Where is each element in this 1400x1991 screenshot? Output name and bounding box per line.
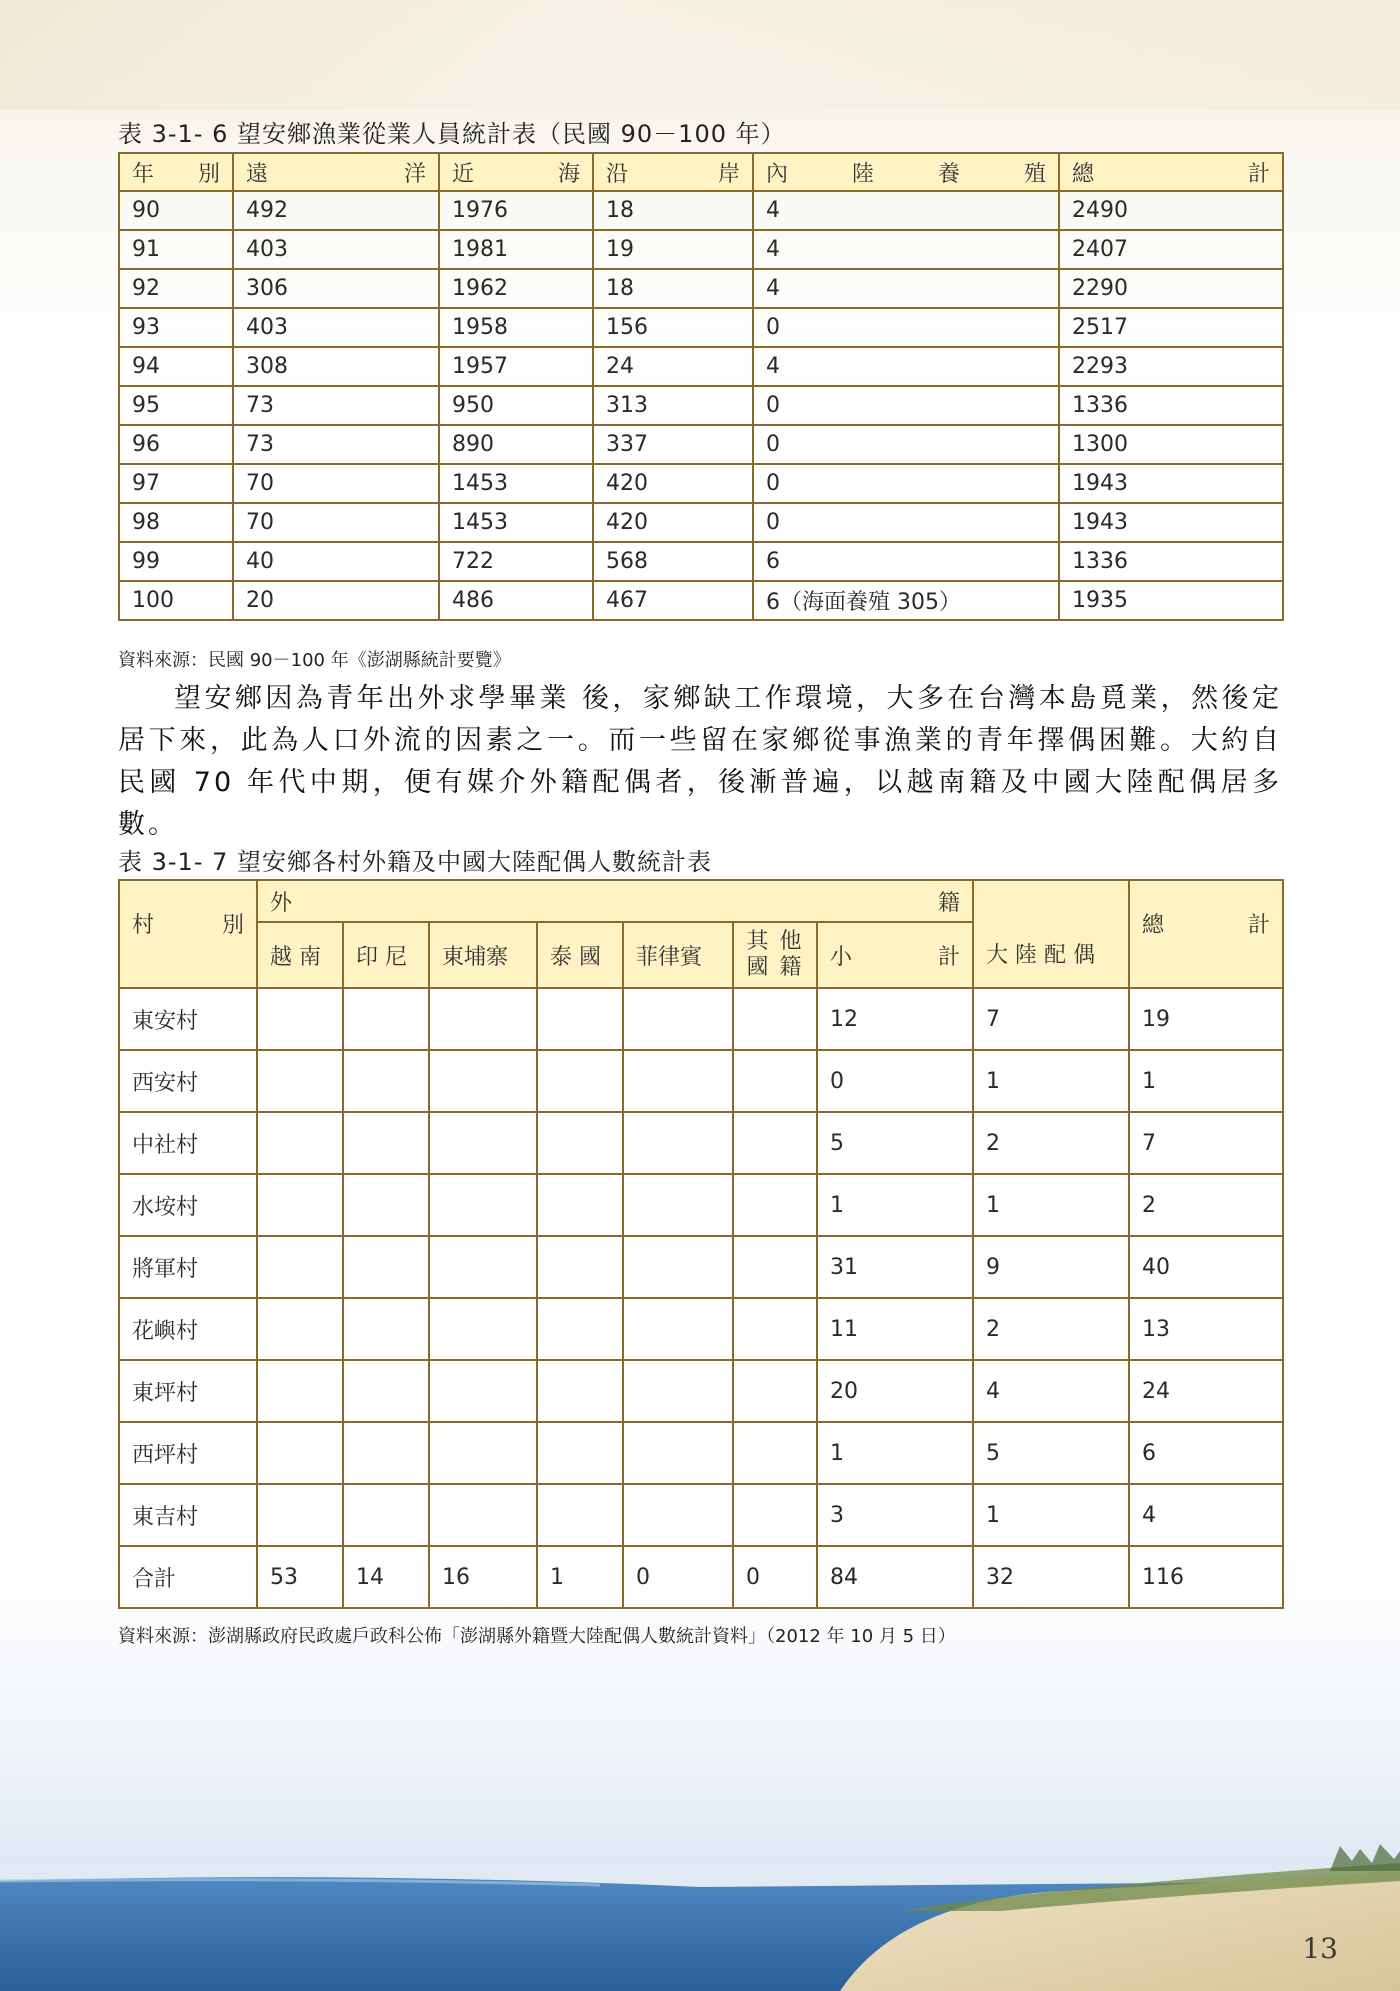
- table1-cell: 4: [753, 191, 1059, 230]
- subtotal-header-char: 小: [830, 944, 853, 970]
- body-paragraph: 望安鄉因為青年出外求學畢業 後，家鄉缺工作環境，大多在台灣本島覓業，然後定居下來，此為人口外流的因素之一。而一些留在家鄉從事漁業的青年擇偶困難。大約自民國 70 年代中期，便有媒介外籍配偶者，後漸普遍，以越南籍及中國大陸配偶居多數。: [118, 683, 1282, 840]
- table2-cell: [537, 1298, 623, 1360]
- table1-cell: 99: [119, 542, 233, 581]
- table1-cell: 18: [593, 191, 753, 230]
- table1-cell: 950: [439, 386, 593, 425]
- table1-cell: 1943: [1059, 503, 1283, 542]
- table1-cell: 24: [593, 347, 753, 386]
- village-name-cell: 花嶼村: [119, 1298, 257, 1360]
- table2-cell: 1: [1129, 1050, 1283, 1112]
- philippines-header: 菲律賓: [623, 922, 733, 988]
- table1-cell: 1962: [439, 269, 593, 308]
- table1-cell: 1958: [439, 308, 593, 347]
- table1-cell: 1981: [439, 230, 593, 269]
- village-name-cell: 西坪村: [119, 1422, 257, 1484]
- table2-cell: 2: [1129, 1174, 1283, 1236]
- table1-row: [119, 308, 1283, 347]
- table1-cell: 492: [233, 191, 439, 230]
- village-header: [119, 880, 257, 988]
- table1-header-char: 陸: [851, 161, 874, 187]
- table1-cell: 73: [233, 425, 439, 464]
- table2-cell: 14: [343, 1546, 429, 1608]
- table1-header-char: 海: [557, 161, 580, 187]
- table1-source: 資料來源：民國 90－100 年《澎湖縣統計要覽》: [118, 650, 511, 671]
- table1-cell: 420: [593, 503, 753, 542]
- table1-cell: 1976: [439, 191, 593, 230]
- table2-cell: [429, 1360, 537, 1422]
- table2-cell: 2: [973, 1298, 1129, 1360]
- table2-cell: 11: [817, 1298, 973, 1360]
- table2-cell: [429, 1484, 537, 1546]
- table1-header-char: 岸: [717, 161, 740, 187]
- table2-cell: 31: [817, 1236, 973, 1298]
- table2-cell: [623, 1050, 733, 1112]
- total-header-char: 總: [1142, 912, 1165, 938]
- table1-cell: 96: [119, 425, 233, 464]
- table2-cell: 116: [1129, 1546, 1283, 1608]
- table2-cell: 4: [973, 1360, 1129, 1422]
- table2-cell: [623, 1422, 733, 1484]
- table2-cell: [537, 1112, 623, 1174]
- table1-cell: 100: [119, 581, 233, 620]
- table1-cell: 2293: [1059, 347, 1283, 386]
- table1-cell: 403: [233, 308, 439, 347]
- table2-cell: 1: [817, 1422, 973, 1484]
- spouses-table: [118, 879, 1284, 1609]
- table2-cell: [343, 1484, 429, 1546]
- table1-row: [119, 386, 1283, 425]
- table1-cell: 420: [593, 464, 753, 503]
- table2-body: [119, 988, 1283, 1608]
- table1-header-cell: [1059, 153, 1283, 191]
- village-header-char: 村: [132, 912, 155, 938]
- table1-header-char: 年: [132, 161, 155, 187]
- table1-cell: 467: [593, 581, 753, 620]
- table2-cell: 24: [1129, 1360, 1283, 1422]
- table2-cell: [343, 1422, 429, 1484]
- village-name-cell: 中社村: [119, 1112, 257, 1174]
- table1-cell: 90: [119, 191, 233, 230]
- table2-cell: 1: [537, 1546, 623, 1608]
- table2-row: [119, 1298, 1283, 1360]
- table2-cell: [623, 1174, 733, 1236]
- table2-cell: [257, 1050, 343, 1112]
- table1-cell: 0: [753, 308, 1059, 347]
- cambodia-header: 東埔寨: [429, 922, 537, 988]
- table1-header-char: 別: [197, 161, 220, 187]
- table2-source: 資料來源：澎湖縣政府民政處戶政科公佈「澎湖縣外籍暨大陸配偶人數統計資料」（2012 年 10 月 5 日）: [118, 1626, 956, 1647]
- table2-cell: [623, 1236, 733, 1298]
- table1-header-char: 沿: [606, 161, 629, 187]
- table2-cell: [257, 1298, 343, 1360]
- table2-cell: 16: [429, 1546, 537, 1608]
- table2-cell: [257, 1236, 343, 1298]
- table2-cell: [343, 1236, 429, 1298]
- table1-cell: 306: [233, 269, 439, 308]
- table2-cell: 0: [623, 1546, 733, 1608]
- table2-cell: 0: [817, 1050, 973, 1112]
- table1-cell: 40: [233, 542, 439, 581]
- table1-body: [119, 191, 1283, 620]
- table2-cell: [343, 1360, 429, 1422]
- table2-cell: [537, 988, 623, 1050]
- table1-header-char: 洋: [403, 161, 426, 187]
- total-header: [1129, 880, 1283, 988]
- table1-cell: 92: [119, 269, 233, 308]
- foreign-header: [257, 880, 973, 922]
- coastline-photo-decoration: [0, 1841, 1400, 1991]
- village-name-cell: 合計: [119, 1546, 257, 1608]
- table1-cell: 6: [753, 542, 1059, 581]
- table2-cell: [537, 1174, 623, 1236]
- village-name-cell: 將軍村: [119, 1236, 257, 1298]
- foreign-header-char: 外: [270, 890, 293, 916]
- table1-cell: 19: [593, 230, 753, 269]
- table2-row: [119, 1050, 1283, 1112]
- table2-cell: [623, 1360, 733, 1422]
- table2-cell: [429, 1174, 537, 1236]
- table2-cell: [623, 988, 733, 1050]
- table2-cell: [733, 1360, 817, 1422]
- table1-cell: 1943: [1059, 464, 1283, 503]
- table1-header-cell: [439, 153, 593, 191]
- table1-row: [119, 464, 1283, 503]
- table2-cell: [257, 1360, 343, 1422]
- thailand-header: 泰 國: [537, 922, 623, 988]
- table2-row: [119, 1112, 1283, 1174]
- table2-cell: [257, 1422, 343, 1484]
- table2-cell: [733, 1422, 817, 1484]
- table1-header-char: 遠: [246, 161, 269, 187]
- table2-row: [119, 1360, 1283, 1422]
- table2-cell: [429, 1112, 537, 1174]
- table1-cell: 0: [753, 464, 1059, 503]
- table2-cell: 4: [1129, 1484, 1283, 1546]
- table2-cell: [733, 1112, 817, 1174]
- table1-header-char: 近: [452, 161, 475, 187]
- table1-cell: 2407: [1059, 230, 1283, 269]
- vietnam-header: 越 南: [257, 922, 343, 988]
- table2-cell: [623, 1298, 733, 1360]
- table1-cell: 1935: [1059, 581, 1283, 620]
- table2-cell: 1: [973, 1050, 1129, 1112]
- table1-cell: 1300: [1059, 425, 1283, 464]
- table1-header-char: 殖: [1023, 161, 1046, 187]
- table1-cell: 2517: [1059, 308, 1283, 347]
- table2-cell: [733, 1298, 817, 1360]
- total-header-char: 計: [1248, 912, 1271, 938]
- table2-cell: 19: [1129, 988, 1283, 1050]
- table2-cell: [733, 1050, 817, 1112]
- other-nationality-header: [733, 922, 817, 988]
- table2-cell: 2: [973, 1112, 1129, 1174]
- table2-row: [119, 1174, 1283, 1236]
- table2-cell: 84: [817, 1546, 973, 1608]
- table1-row: [119, 581, 1283, 620]
- table1-cell: 1453: [439, 464, 593, 503]
- table1-cell: 1336: [1059, 542, 1283, 581]
- table1-row: [119, 542, 1283, 581]
- table2-cell: [429, 1236, 537, 1298]
- table2-cell: 9: [973, 1236, 1129, 1298]
- table1-cell: 4: [753, 269, 1059, 308]
- table1-cell: 0: [753, 386, 1059, 425]
- table2-cell: [257, 1174, 343, 1236]
- table2-caption: 表 3-1- 7 望安鄉各村外籍及中國大陸配偶人數統計表: [118, 848, 713, 876]
- table1-cell: 486: [439, 581, 593, 620]
- table2-cell: 6: [1129, 1422, 1283, 1484]
- table1-cell: 95: [119, 386, 233, 425]
- table2-cell: 0: [733, 1546, 817, 1608]
- table2-cell: [343, 1174, 429, 1236]
- table2-header-row-1: [119, 880, 1283, 922]
- table2-cell: [623, 1112, 733, 1174]
- table1-cell: 2290: [1059, 269, 1283, 308]
- table1-cell: 4: [753, 347, 1059, 386]
- indonesia-header: 印 尼: [343, 922, 429, 988]
- table1-cell: 73: [233, 386, 439, 425]
- other-header-line: 其 他: [746, 929, 804, 954]
- table2-cell: [733, 1484, 817, 1546]
- foreign-header-char: 籍: [938, 890, 961, 916]
- table1-header-char: 內: [766, 161, 789, 187]
- table1-cell: 2490: [1059, 191, 1283, 230]
- subtotal-header: [817, 922, 973, 988]
- table1-cell: 1453: [439, 503, 593, 542]
- table2-row: [119, 988, 1283, 1050]
- table1-header-cell: [593, 153, 753, 191]
- table1-caption: 表 3-1- 6 望安鄉漁業從業人員統計表（民國 90－100 年）: [118, 120, 786, 148]
- table1-header-char: 總: [1072, 161, 1095, 187]
- table2-row: [119, 1236, 1283, 1298]
- table2-cell: 3: [817, 1484, 973, 1546]
- table1-row: [119, 191, 1283, 230]
- table2-cell: [429, 1422, 537, 1484]
- table1-cell: 403: [233, 230, 439, 269]
- table1-row: [119, 230, 1283, 269]
- table1-cell: 313: [593, 386, 753, 425]
- table2-row: [119, 1484, 1283, 1546]
- table2-cell: [429, 988, 537, 1050]
- table1-cell: 4: [753, 230, 1059, 269]
- table1-cell: 1336: [1059, 386, 1283, 425]
- table2-cell: [733, 1174, 817, 1236]
- table1-row: [119, 347, 1283, 386]
- village-header-char: 別: [221, 912, 244, 938]
- table1-header-row: [119, 153, 1283, 191]
- table1-cell: 0: [753, 425, 1059, 464]
- table1-cell: 97: [119, 464, 233, 503]
- village-name-cell: 水垵村: [119, 1174, 257, 1236]
- table2-cell: 53: [257, 1546, 343, 1608]
- table1-cell: 1957: [439, 347, 593, 386]
- table1-cell: 20: [233, 581, 439, 620]
- table2-cell: [343, 1298, 429, 1360]
- table2-cell: [623, 1484, 733, 1546]
- table1-cell: 890: [439, 425, 593, 464]
- table1-cell: 337: [593, 425, 753, 464]
- table2-cell: [257, 1112, 343, 1174]
- table1-cell: 93: [119, 308, 233, 347]
- table1-cell: 91: [119, 230, 233, 269]
- table2-cell: [343, 1112, 429, 1174]
- village-name-cell: 東安村: [119, 988, 257, 1050]
- table1-row: [119, 425, 1283, 464]
- table1-header-cell: [233, 153, 439, 191]
- table2-cell: [429, 1050, 537, 1112]
- table2-cell: 13: [1129, 1298, 1283, 1360]
- table1-cell: 156: [593, 308, 753, 347]
- table2-cell: [257, 1484, 343, 1546]
- table2-cell: [537, 1236, 623, 1298]
- table2-cell: 1: [973, 1174, 1129, 1236]
- table1-row: [119, 503, 1283, 542]
- table2-cell: [537, 1422, 623, 1484]
- mainland-header: 大 陸 配 偶: [973, 880, 1129, 988]
- table2-cell: 7: [973, 988, 1129, 1050]
- table1-header-char: 計: [1247, 161, 1270, 187]
- table2-cell: 7: [1129, 1112, 1283, 1174]
- page-number: 13: [1302, 1932, 1338, 1965]
- table2-cell: [343, 1050, 429, 1112]
- table1-row: [119, 269, 1283, 308]
- village-name-cell: 西安村: [119, 1050, 257, 1112]
- table2-cell: 12: [817, 988, 973, 1050]
- table1-cell: 722: [439, 542, 593, 581]
- table2-cell: [257, 988, 343, 1050]
- village-name-cell: 東坪村: [119, 1360, 257, 1422]
- other-header-line: 國 籍: [746, 955, 804, 980]
- table2-cell: [733, 988, 817, 1050]
- table2-cell: [537, 1050, 623, 1112]
- table1-cell: 6（海面養殖 305）: [753, 581, 1059, 620]
- table2-row: [119, 1546, 1283, 1608]
- table1-header-char: 養: [937, 161, 960, 187]
- table2-cell: [343, 988, 429, 1050]
- table1-cell: 568: [593, 542, 753, 581]
- table2-cell: 40: [1129, 1236, 1283, 1298]
- table1-header-cell: [119, 153, 233, 191]
- table1-cell: 70: [233, 503, 439, 542]
- table2-cell: 32: [973, 1546, 1129, 1608]
- table1-cell: 0: [753, 503, 1059, 542]
- table2-cell: 5: [817, 1112, 973, 1174]
- table1-cell: 70: [233, 464, 439, 503]
- table2-cell: [537, 1484, 623, 1546]
- table2-cell: [429, 1298, 537, 1360]
- fishery-workers-table: [118, 152, 1284, 621]
- table1-cell: 94: [119, 347, 233, 386]
- table2-row: [119, 1422, 1283, 1484]
- table1-header-cell: [753, 153, 1059, 191]
- table2-cell: 5: [973, 1422, 1129, 1484]
- table1-cell: 18: [593, 269, 753, 308]
- table2-cell: 1: [973, 1484, 1129, 1546]
- subtotal-header-char: 計: [938, 944, 961, 970]
- table2-cell: [733, 1236, 817, 1298]
- table2-cell: 20: [817, 1360, 973, 1422]
- table2-cell: [537, 1360, 623, 1422]
- table1-cell: 98: [119, 503, 233, 542]
- village-name-cell: 東吉村: [119, 1484, 257, 1546]
- table2-cell: 1: [817, 1174, 973, 1236]
- table1-cell: 308: [233, 347, 439, 386]
